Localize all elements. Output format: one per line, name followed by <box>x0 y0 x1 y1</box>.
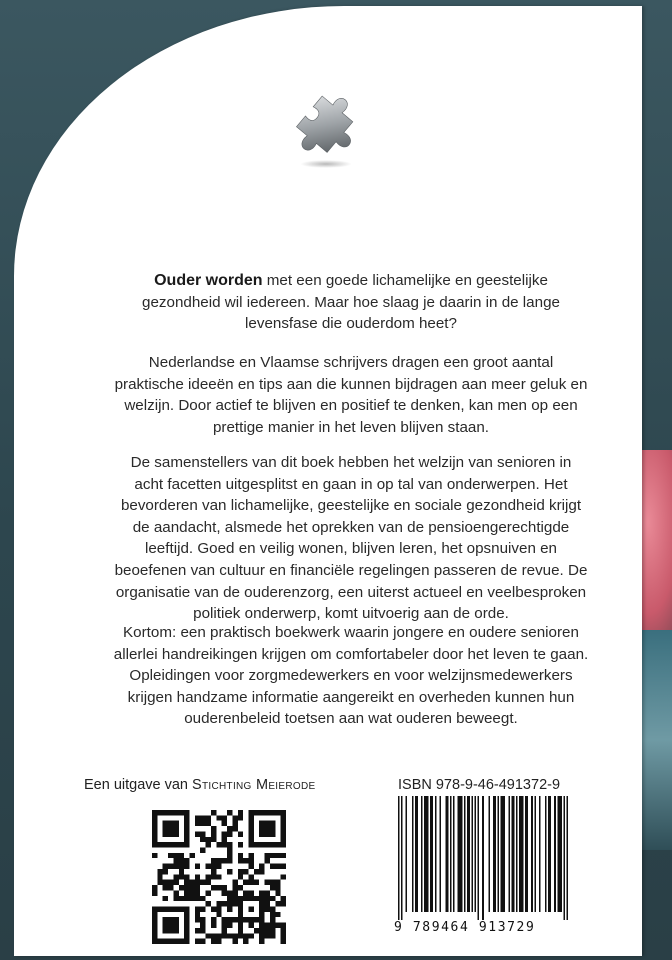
barcode-bar <box>445 796 448 912</box>
barcode-bar <box>493 796 496 912</box>
barcode-bar <box>415 796 418 912</box>
qr-code <box>152 810 286 944</box>
blurb-paragraph-3 <box>70 452 632 625</box>
barcode-digits: 9 789464 913729 <box>394 920 536 935</box>
barcode-bar <box>511 796 514 912</box>
barcode-bar <box>516 796 518 912</box>
barcode-bar <box>519 796 524 912</box>
blurb-line: krijgen handzame informatie aangereikt en overheden kunnen hun <box>127 688 575 706</box>
blurb-line: politiek onderwerp, komt uitvoerig aan de orde. <box>193 605 509 623</box>
barcode-bar <box>435 796 437 912</box>
barcode-bar <box>421 796 423 912</box>
blurb-line: praktische ideeën en tips aan die kunnen bijdragen aan meer geluk en <box>114 375 588 393</box>
barcode-bar <box>424 796 429 912</box>
barcode-bar <box>563 796 565 920</box>
barcode-bar <box>412 796 414 912</box>
blurb-line: allerlei handreikingen krijgen om comfortabeler door het leven te gaan. <box>113 645 589 663</box>
barcode-bar <box>430 796 433 912</box>
barcode-bar <box>548 796 551 912</box>
barcode-bar <box>534 796 536 912</box>
isbn-barcode <box>398 796 568 920</box>
blurb-line: Kortom: een praktisch boekwerk waarin jongere en oudere senioren <box>123 624 579 641</box>
barcode-bar <box>482 796 484 920</box>
publisher-name: Stichting Meierode <box>192 777 316 793</box>
barcode-bar <box>531 796 533 912</box>
blurb-line: welzijn. Door actief te blijven en positief te denken, kan men op een <box>124 397 578 415</box>
barcode-bar <box>525 796 528 912</box>
barcode-bar <box>501 796 506 912</box>
barcode-bar <box>467 796 470 912</box>
barcode-bar <box>464 796 466 912</box>
barcode-bar <box>554 796 556 912</box>
publisher-line <box>84 777 315 793</box>
blurb-paragraph-4 <box>70 622 632 730</box>
barcode-bar <box>401 796 403 920</box>
blurb-paragraph-2 <box>70 352 632 438</box>
barcode-bar <box>566 796 568 920</box>
barcode-bar <box>398 796 400 920</box>
blurb-text: met een goede lichamelijke en geestelijke <box>262 272 548 289</box>
blurb-line: Nederlandse en Vlaamse schrijvers dragen een groot aantal <box>148 354 554 371</box>
blurb-line: ouderenbeleid toetsen aan wat ouderen beweegt. <box>184 710 518 728</box>
barcode-bar <box>539 796 541 912</box>
barcode-bar <box>458 796 463 912</box>
publisher-prefix: Een uitgave van <box>84 777 193 793</box>
blurb-line: beoefenen van cultuur en financiële regelingen passeren de revue. De <box>114 561 588 579</box>
barcode-bar <box>406 796 408 912</box>
isbn-label: ISBN 978-9-46-491372-9 <box>398 777 561 793</box>
barcode-bar <box>453 796 455 912</box>
blurb-line: De samenstellers van dit boek hebben het welzijn van senioren in <box>130 454 572 471</box>
blurb-lead: Ouder worden <box>154 272 263 289</box>
blurb-text: levensfase die ouderdom heet? <box>245 315 457 333</box>
barcode-bar <box>488 796 490 912</box>
barcode-bar <box>472 796 474 912</box>
barcode-bar <box>498 796 500 912</box>
blurb-line: prettige manier in het leven blijven staan. <box>212 418 490 436</box>
blurb-line: acht facetten uitgesplitst en gaan in op tal van onderwerpen. Het <box>134 475 568 493</box>
blurb-text: gezondheid wil iedereen. Maar hoe slaag je daarin in de lange <box>142 293 560 311</box>
barcode-bar <box>439 796 441 912</box>
barcode-bar <box>557 796 562 912</box>
barcode-bar <box>478 796 480 920</box>
blurb-line: Opleidingen voor zorgmedewerkers en voor welzijnsmedewerkers <box>129 667 573 685</box>
barcode-bar <box>545 796 547 912</box>
blurb-paragraph-1 <box>70 270 632 335</box>
barcode-bar <box>450 796 452 912</box>
blurb-line: organisatie van de ouderenzorg, een uiterst actueel en veelbesproken <box>115 583 587 601</box>
barcode-bar <box>475 796 477 912</box>
blurb-line: leeftijd. Goed en veilig wonen, blijven leren, het opsnuiven en <box>144 540 558 558</box>
puzzle-piece-icon <box>286 82 362 168</box>
blurb-line: bevorderen van lichamelijke, geestelijke en sociale gezondheid krijgt <box>120 497 582 515</box>
blurb-line: de aandacht, alsmede het oprekken van de pensioengerechtigde <box>132 518 570 536</box>
barcode-bar <box>508 796 510 912</box>
